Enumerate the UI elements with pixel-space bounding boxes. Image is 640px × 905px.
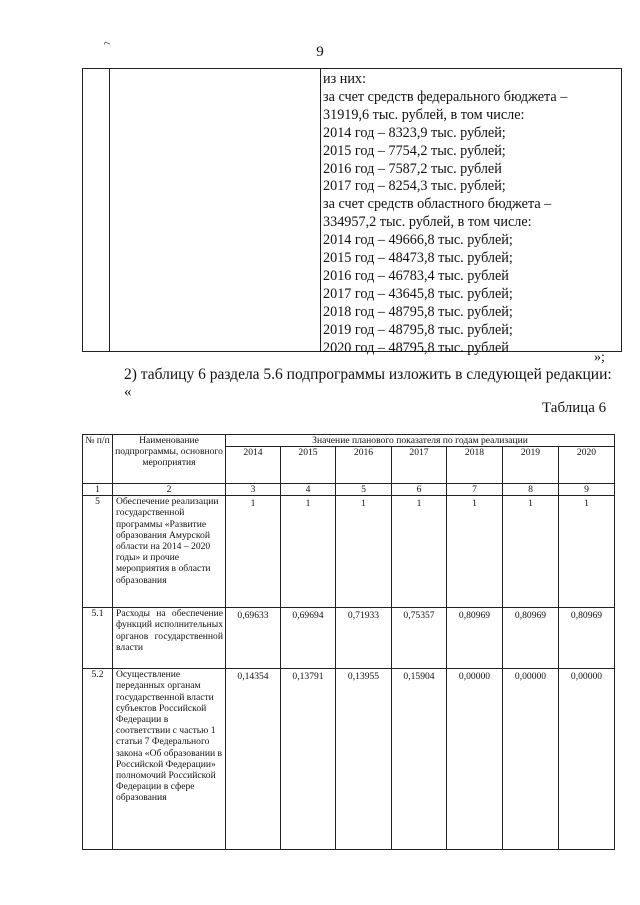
funding-line: из них: (323, 71, 366, 87)
funding-line: 2015 год – 7754,2 тыс. рублей; (323, 142, 506, 159)
row-value: 1 (559, 496, 615, 608)
continuation-col-num (83, 69, 110, 351)
header-year: 2014 (226, 447, 281, 484)
funding-line: 2017 год – 8254,3 тыс. рублей; (323, 178, 506, 195)
continuation-col-name (109, 69, 321, 351)
row-value: 0,00000 (447, 669, 503, 850)
row-value: 0,69694 (281, 608, 336, 669)
header-values-group: Значение планового показателя по годам реализации (226, 435, 615, 447)
header-year: 2015 (281, 447, 336, 484)
funding-line: 2018 год – 48795,8 тыс. рублей; (323, 303, 513, 320)
funding-line: за счет средств областного бюджета – (323, 196, 552, 213)
continuation-table (82, 68, 622, 356)
closing-quote: »; (594, 350, 605, 365)
row-name: Расходы на обеспечение функций исполнительных органов государственной власти (113, 608, 226, 669)
header-num: № п/п (83, 435, 113, 484)
funding-line: 2015 год – 48473,8 тыс. рублей; (323, 250, 513, 267)
row-value: 1 (447, 496, 503, 608)
indicator-table (82, 434, 615, 850)
row-number: 5.2 (83, 669, 113, 850)
row-name: Обеспечение реализации государственной программы «Развитие образования Амурской области на 2014 – 2020 годы» и прочие мероприятия в области образования (113, 496, 226, 608)
row-name: Осуществление переданных органам государственной власти субъектов Российской Федерации в соответствии с частью 1 статьи 7 Федерального закона «Об образовании в Российской Федерации» полномочий Российской Федерации в сфере образования (113, 669, 226, 850)
funding-line: 2019 год – 48795,8 тыс. рублей; (323, 321, 513, 338)
column-index: 3 (226, 484, 281, 496)
column-index: 6 (392, 484, 447, 496)
column-index: 8 (503, 484, 559, 496)
table-row (83, 496, 615, 608)
column-index: 9 (559, 484, 615, 496)
table-row (83, 669, 615, 850)
row-value: 0,13791 (281, 669, 336, 850)
table-row (83, 608, 615, 669)
row-value: 0,80969 (559, 608, 615, 669)
scan-mark: ⌐ (101, 35, 114, 51)
row-value: 0,69633 (226, 608, 281, 669)
row-value: 0,13955 (336, 669, 392, 850)
funding-line: 2020 год – 48795,8 тыс. рублей (323, 339, 509, 356)
column-index: 5 (336, 484, 392, 496)
funding-text (323, 71, 619, 358)
row-value: 0,15904 (392, 669, 447, 850)
page-number: 9 (316, 44, 324, 60)
header-year: 2018 (447, 447, 503, 484)
header-year: 2020 (559, 447, 615, 484)
column-index: 4 (281, 484, 336, 496)
opening-quote: « (124, 384, 132, 400)
funding-line: 2014 год – 8323,9 тыс. рублей; (323, 124, 506, 141)
funding-line: 2017 год – 43645,8 тыс. рублей; (323, 285, 513, 302)
row-value: 1 (503, 496, 559, 608)
header-name: Наименование подпрограммы, основного мероприятия (113, 435, 226, 484)
row-value: 1 (336, 496, 392, 608)
funding-line: 2016 год – 46783,4 тыс. рублей (323, 267, 509, 284)
funding-line: 2014 год – 49666,8 тыс. рублей; (323, 232, 513, 249)
column-index: 2 (113, 484, 226, 496)
row-value: 0,80969 (503, 608, 559, 669)
row-value: 1 (392, 496, 447, 608)
funding-line: за счет средств федерального бюджета – (323, 88, 568, 105)
row-value: 0,80969 (447, 608, 503, 669)
row-value: 1 (281, 496, 336, 608)
table-title: Таблица 6 (542, 400, 607, 416)
row-value: 0,14354 (226, 669, 281, 850)
column-index: 7 (447, 484, 503, 496)
funding-line: 2016 год – 7587,2 тыс. рублей (323, 160, 502, 177)
row-value: 0,00000 (559, 669, 615, 850)
row-number: 5.1 (83, 608, 113, 669)
row-value: 0,71933 (336, 608, 392, 669)
funding-line: 31919,6 тыс. рублей, в том числе: (323, 106, 525, 123)
header-row-1 (83, 435, 615, 447)
row-number: 5 (83, 496, 113, 608)
header-year: 2016 (336, 447, 392, 484)
column-index-row (83, 484, 615, 496)
column-index: 1 (83, 484, 113, 496)
row-value: 1 (226, 496, 281, 608)
amendment-paragraph: 2) таблицу 6 раздела 5.6 подпрограммы изложить в следующей редакции: (124, 366, 612, 383)
row-value: 0,00000 (503, 669, 559, 850)
funding-line: 334957,2 тыс. рублей, в том числе: (323, 214, 532, 231)
row-value: 0,75357 (392, 608, 447, 669)
header-year: 2019 (503, 447, 559, 484)
header-year: 2017 (392, 447, 447, 484)
